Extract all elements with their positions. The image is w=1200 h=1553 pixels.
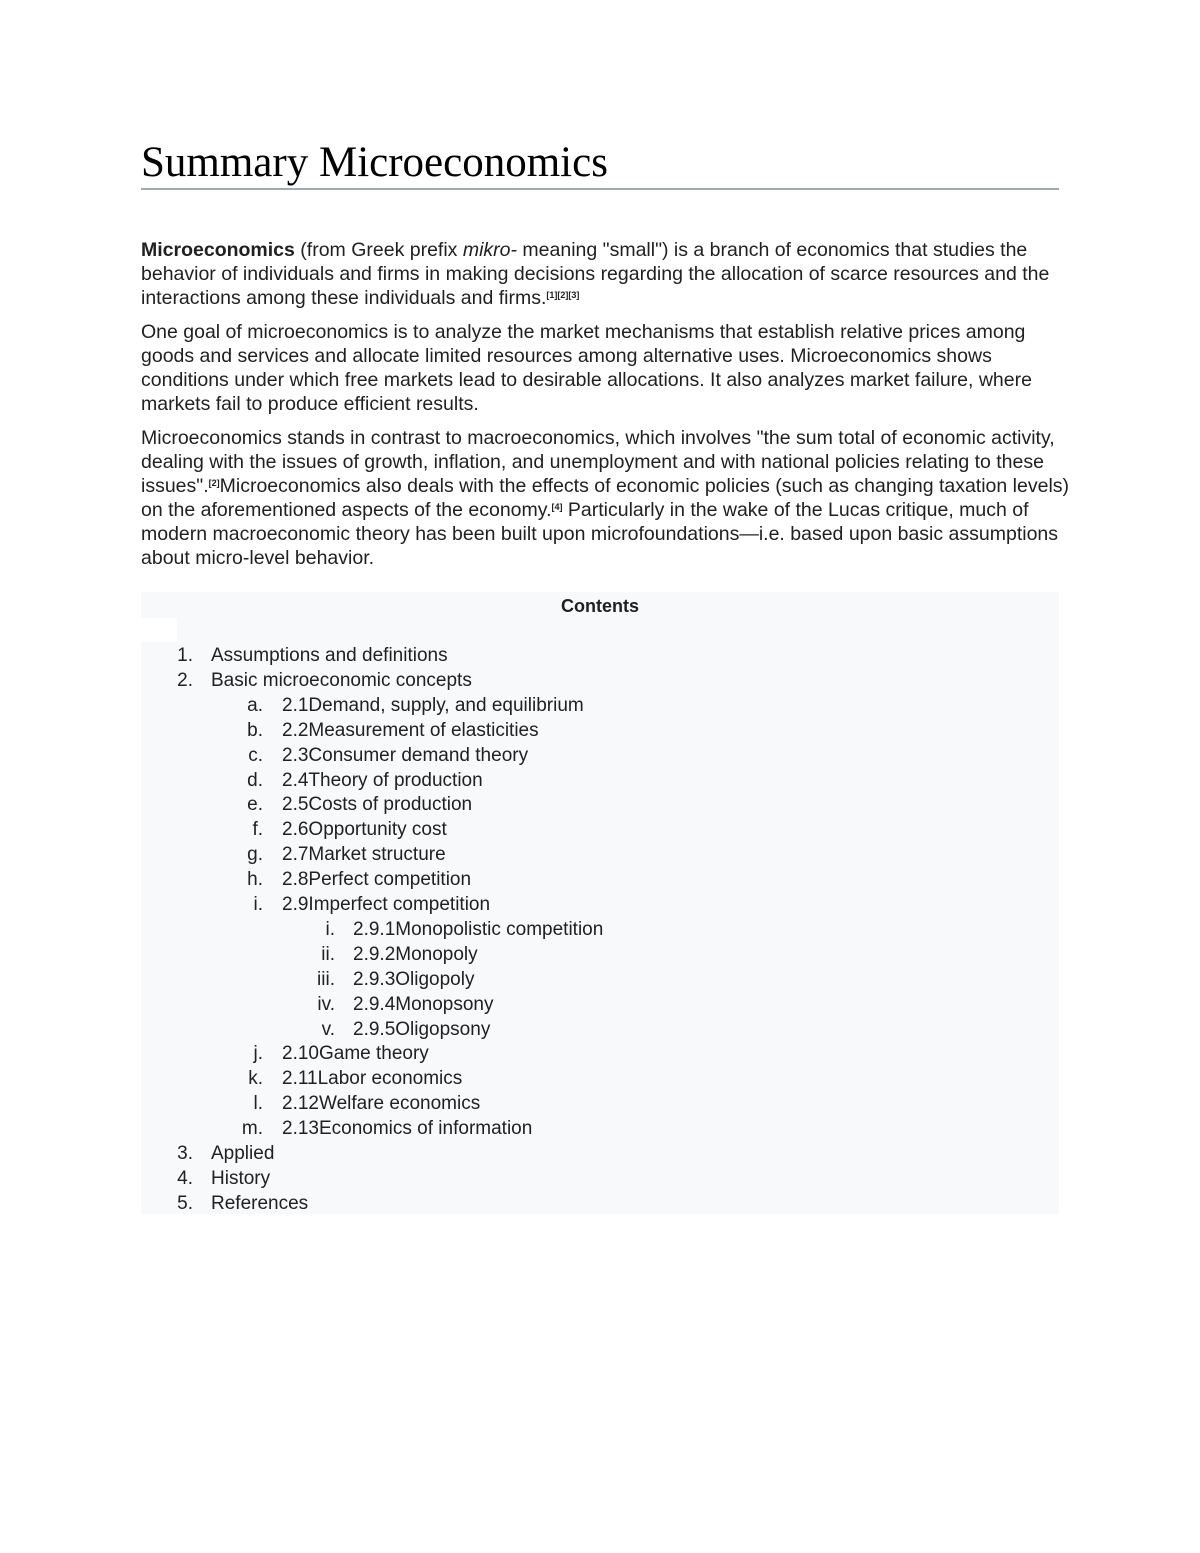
toc-item-number: a. xyxy=(247,694,263,716)
toc-item[interactable] xyxy=(141,868,1059,892)
toc-item-label[interactable]: 2.11Labor economics xyxy=(282,1068,463,1090)
toc-notch xyxy=(141,618,177,642)
toc-item-number: 2. xyxy=(177,669,193,691)
toc-item-label[interactable]: 2.9.4Monopsony xyxy=(353,993,494,1015)
intro-text: meaning "small") is a branch of economics that studies the behavior of individuals and firms in making decisions regarding the allocation of scarce resources and the interactions among these individuals and firms. xyxy=(141,239,1050,309)
toc-item[interactable] xyxy=(141,993,1059,1017)
toc-item[interactable] xyxy=(141,769,1059,793)
toc-item[interactable] xyxy=(141,1142,1059,1166)
toc-item[interactable] xyxy=(141,719,1059,743)
toc-item-number: v. xyxy=(321,1018,335,1040)
toc-item[interactable] xyxy=(141,1167,1059,1191)
toc-item-number: 5. xyxy=(177,1192,193,1214)
toc-item[interactable] xyxy=(141,1092,1059,1116)
toc-item-label[interactable]: Applied xyxy=(211,1143,275,1164)
toc-item[interactable] xyxy=(141,818,1059,842)
toc-item-number: l. xyxy=(253,1093,263,1115)
term-prefix: mikro- xyxy=(462,239,518,261)
contrast-text: Particularly in the wake of the Lucas critique, much of modern macroeconomic theory has been built upon microfoundations—i.e. based upon basic assumptions about micro-level behavior. xyxy=(141,499,1059,569)
toc-item-label[interactable]: 2.7Market structure xyxy=(282,844,446,866)
toc-item-label[interactable]: 2.2Measurement of elasticities xyxy=(282,719,539,741)
toc-item-label[interactable]: 2.10Game theory xyxy=(282,1043,429,1065)
toc-item[interactable] xyxy=(141,918,1059,942)
toc-item-label[interactable]: Assumptions and definitions xyxy=(211,645,448,666)
page-title: Summary Microeconomics xyxy=(141,138,1059,190)
toc-item-number: ii. xyxy=(321,943,335,965)
goal-paragraph: One goal of microeconomics is to analyze the market mechanisms that establish relative prices among goods and services and allocate limited resources among alternative uses. Microeconomics shows conditions under which free markets lead to desirable allocations. It also analyzes market failure, where markets fail to produce efficient results. xyxy=(141,321,1032,415)
term-bold: Microeconomics xyxy=(141,239,295,261)
toc-item-label[interactable]: 2.3Consumer demand theory xyxy=(282,744,529,766)
toc-item-label[interactable]: 2.9.2Monopoly xyxy=(353,943,478,965)
toc-item[interactable] xyxy=(141,893,1059,917)
toc-item-number: h. xyxy=(247,869,263,891)
toc-item-label[interactable]: 2.9.1Monopolistic competition xyxy=(353,918,604,940)
toc-item-number: d. xyxy=(247,769,263,791)
toc-item[interactable] xyxy=(141,843,1059,867)
toc-item-number: 3. xyxy=(177,1143,193,1164)
toc-item-label[interactable]: 2.13Economics of information xyxy=(282,1118,533,1140)
toc-item-label[interactable]: 2.5Costs of production xyxy=(282,794,473,816)
toc-item-number: iv. xyxy=(317,993,335,1015)
intro-paragraph xyxy=(141,238,1071,310)
toc-item-label[interactable]: 2.9.3Oligopoly xyxy=(353,968,475,990)
toc-item-label[interactable]: 2.9Imperfect competition xyxy=(282,894,491,915)
contrast-text: Microeconomics stands in contrast to macroeconomics, which involves "the sum total of economic activity, dealing with the issues of growth, inflation, and unemployment and with national policies relating to these issues". xyxy=(141,427,1055,497)
toc-item-number: c. xyxy=(248,744,263,766)
toc-item-label[interactable]: 2.1Demand, supply, and equilibrium xyxy=(282,694,584,716)
toc-item[interactable] xyxy=(141,1018,1059,1042)
toc-item[interactable] xyxy=(141,793,1059,817)
toc-item-label[interactable]: Basic microeconomic concepts xyxy=(211,669,472,691)
table-of-contents xyxy=(141,592,1059,1214)
citation-link[interactable]: [2] xyxy=(208,478,220,488)
toc-item-number: 4. xyxy=(177,1167,193,1189)
toc-title: Contents xyxy=(561,596,639,616)
toc-item[interactable] xyxy=(141,1067,1059,1091)
toc-item-label[interactable]: 2.6Opportunity cost xyxy=(282,819,447,841)
toc-item-number: g. xyxy=(247,844,263,866)
contrast-text: Microeconomics also deals with the effects of economic policies (such as changing taxation levels) on the aforementioned aspects of the economy. xyxy=(141,475,1070,521)
toc-item[interactable] xyxy=(141,669,1059,693)
toc-item-number: f. xyxy=(252,819,263,841)
toc-item-number: e. xyxy=(247,794,263,816)
toc-item-label[interactable]: 2.9.5Oligopsony xyxy=(353,1018,491,1040)
toc-item-label[interactable]: References xyxy=(211,1192,309,1214)
toc-item-number: b. xyxy=(247,719,263,741)
contrast-paragraph xyxy=(141,426,1071,570)
toc-item[interactable] xyxy=(141,1117,1059,1141)
intro-text: (from Greek prefix xyxy=(294,239,463,261)
toc-item-number: m. xyxy=(241,1118,263,1140)
toc-item-label[interactable]: 2.4Theory of production xyxy=(282,769,483,791)
toc-item[interactable] xyxy=(141,1192,1059,1216)
citation-link[interactable]: [4] xyxy=(551,502,563,512)
citation-link[interactable]: [1][2][3] xyxy=(546,290,580,300)
toc-item-number: i. xyxy=(325,918,335,940)
toc-item[interactable] xyxy=(141,943,1059,967)
toc-item[interactable] xyxy=(141,644,1059,668)
toc-item[interactable] xyxy=(141,744,1059,768)
article-body xyxy=(141,238,1071,580)
toc-item-label[interactable]: 2.8Perfect competition xyxy=(282,869,472,891)
toc-item-number: j. xyxy=(253,1043,263,1065)
toc-item-number: 1. xyxy=(177,645,193,666)
toc-item-number: iii. xyxy=(317,968,335,990)
toc-item-label[interactable]: History xyxy=(211,1167,271,1189)
toc-item-number: k. xyxy=(248,1068,263,1090)
toc-item[interactable] xyxy=(141,1042,1059,1066)
toc-item-label[interactable]: 2.12Welfare economics xyxy=(282,1093,481,1115)
toc-item-number: i. xyxy=(253,894,263,915)
toc-item[interactable] xyxy=(141,694,1059,718)
toc-item[interactable] xyxy=(141,968,1059,992)
